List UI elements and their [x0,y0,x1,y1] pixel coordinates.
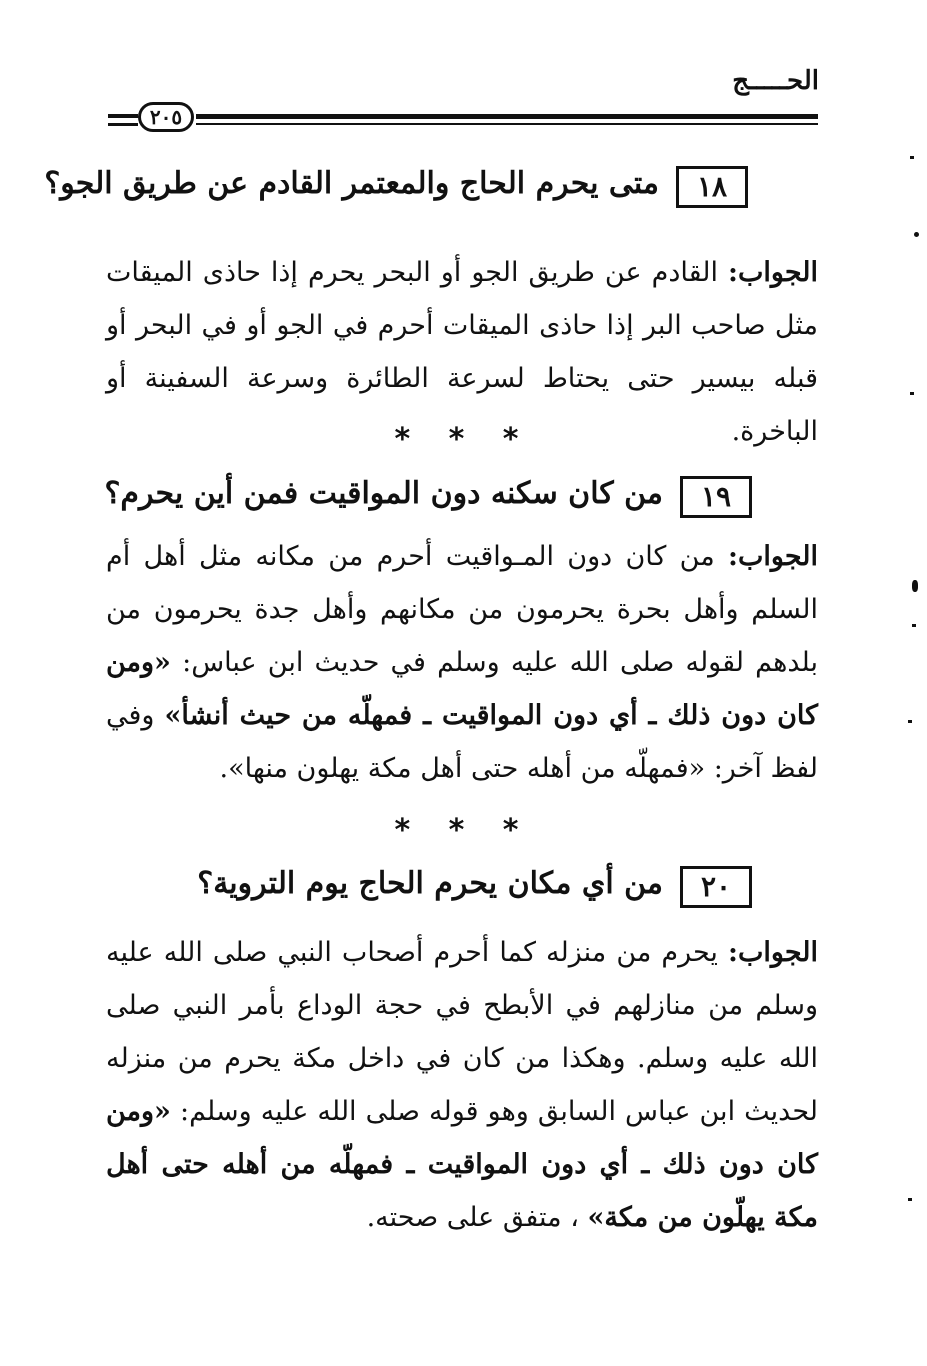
hadith-quote: «ومن كان دون ذلك ـ أي دون المواقيت ـ فمهلّه من حيث أنشأ» [106,647,818,731]
answer-text: من كان دون المـواقيت أحرم من مكانه مثل أهل أم السلم وأهل بحرة يحرمون من مكانهم وأهل جدة يحرمون من بلدهم لقوله صلى الله عليه وسلم في حديث ابن عباس: [106,541,818,678]
question-number-19: ١٩ [680,476,752,518]
header-rule-thin [196,123,818,125]
question-title-20: من أي مكان يحرم الحاج يوم التروية؟ [197,866,663,901]
answer-20 [106,926,818,1244]
scan-speck [914,232,919,237]
scan-speck [912,624,916,627]
scan-speck [910,156,914,159]
scan-speck [908,1198,912,1201]
header-rule-left [108,114,138,118]
header-rule-left-lower [108,123,138,126]
hadith-quote: «ومن كان دون ذلك ـ أي دون المواقيت ـ فمهلّه من أهله حتى أهل مكة يهلّون من مكة» [106,1096,818,1233]
question-number-18: ١٨ [676,166,748,208]
answer-text: القادم عن طريق الجو أو البحر يحرم إذا حاذى الميقات مثل صاحب البر إذا حاذى الميقات أحرم في الجو أو في البحر أو قبله بيسير حتى يحتاط لسرعة الطائرة وسرعة السفينة أو الباخرة. [106,257,818,447]
header-rule-thick [196,114,818,119]
chapter-title: الحـــــج [732,66,819,96]
answer-label: الجواب: [727,257,818,288]
answer-text-after: وفي لفظ آخر: «فمهلّه من أهله حتى أهل مكة يهلون منها». [106,700,818,784]
scan-speck [912,580,918,592]
page-number: ٢٠٥ [138,102,194,132]
question-title-18: متى يحرم الحاج والمعتمر القادم عن طريق الجو؟ [44,166,659,201]
scan-speck [908,720,912,723]
section-separator: * * * [394,422,533,457]
question-title-19: من كان سكنه دون المواقيت فمن أين يحرم؟ [104,476,663,511]
answer-19 [106,530,818,795]
answer-text-after: ، متفق على صحته. [366,1202,579,1233]
section-separator: * * * [394,813,533,848]
answer-label: الجواب: [728,541,818,572]
answer-label: الجواب: [728,937,819,968]
answer-text: يحرم من منزله كما أحرم أصحاب النبي صلى الله عليه وسلم من منازلهم في الأبطح في حجة الوداع بأمر النبي صلى الله عليه وسلم. وهكذا من كان في داخل مكة يحرم من منزله لحديث ابن عباس السابق وهو قوله صلى الله عليه وسلم: [106,937,818,1127]
question-number-20: ٢٠ [680,866,752,908]
scan-speck [910,392,914,395]
